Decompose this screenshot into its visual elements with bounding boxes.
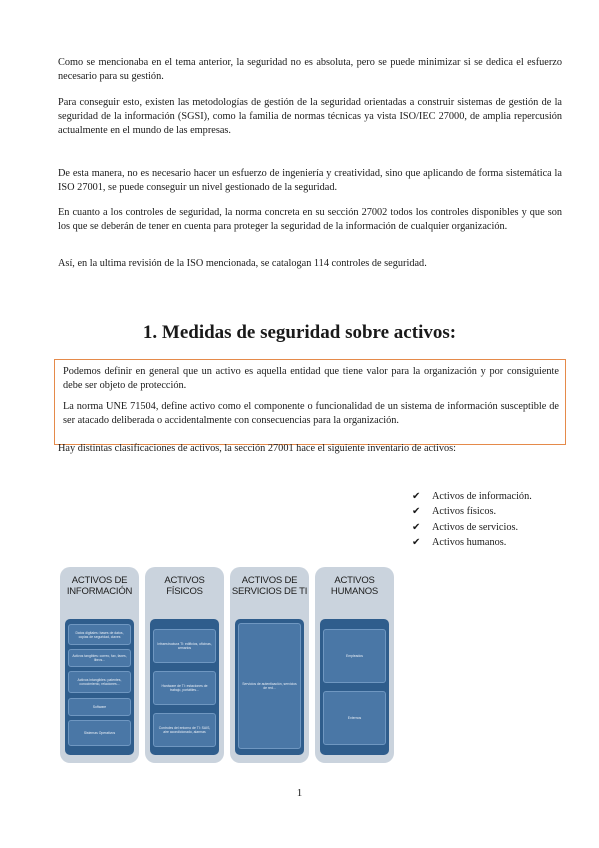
checklist-item bbox=[412, 504, 532, 519]
checklist-item bbox=[412, 489, 532, 504]
asset-item: Activos intangibles: patentes, conocimiento, relaciones... bbox=[68, 671, 131, 693]
asset-diagram bbox=[60, 567, 394, 763]
asset-item: Software bbox=[68, 698, 131, 716]
paragraph-inventory-intro: Hay distintas clasificaciones de activos, la sección 27001 hace el siguiente inventario de activos: bbox=[58, 443, 457, 454]
column-activos-servicios bbox=[230, 567, 309, 763]
definition-box bbox=[54, 359, 566, 445]
asset-item: Empleados bbox=[323, 629, 386, 683]
asset-item: Infraestructura TI: edificios, oficinas, armarios bbox=[153, 629, 216, 663]
checklist-item bbox=[412, 520, 532, 535]
paragraph-114-controls: Así, en la ultima revisión de la ISO mencionada, se catalogan 114 controles de seguridad. bbox=[58, 258, 427, 269]
asset-item: Servicios de autenticación, servicios de red... bbox=[238, 623, 301, 749]
checklist-label: Activos humanos. bbox=[432, 536, 507, 548]
asset-item: Sistemas Operativos bbox=[68, 720, 131, 746]
paragraph-methodologies: Para conseguir esto, existen las metodologías de gestión de la seguridad orientadas a construir sistemas de gestión de la seguridad de la información (SGSI), como la familia de normas técnicas ya vista ISO/IEC 27000, de amplia repercusión actualmente en el mundo de las empresas. bbox=[58, 97, 562, 136]
asset-item: Activos tangibles: correo, fax, faxes, libros... bbox=[68, 649, 131, 667]
paragraph-iso27001: De esta manera, no es necesario hacer un esfuerzo de ingeniería y creatividad, sino que aplicando de forma sistemática la ISO 27001, se puede conseguir un nivel gestionado de la seguridad. bbox=[58, 168, 562, 193]
checkmark-icon: ✔ bbox=[412, 536, 421, 548]
definition-une-71504: La norma UNE 71504, define activo como el componente o funcionalidad de un sistema de información susceptible de ser atacado deliberada o accidentalmente con consecuencias para la organización. bbox=[63, 401, 559, 426]
column-panel bbox=[320, 619, 389, 755]
column-title: ACTIVOS FÍSICOS bbox=[164, 575, 205, 597]
paragraph-intro: Como se mencionaba en el tema anterior, la seguridad no es absoluta, pero se puede minimizar si se dedica el esfuerzo necesario para su gestión. bbox=[58, 57, 562, 82]
checklist-label: Activos de servicios. bbox=[432, 521, 519, 533]
column-panel bbox=[235, 619, 304, 755]
column-title: ACTIVOS DE SERVICIOS DE TI bbox=[231, 575, 308, 597]
column-activos-humanos bbox=[315, 567, 394, 763]
column-activos-informacion bbox=[60, 567, 139, 763]
column-title: ACTIVOS HUMANOS bbox=[330, 575, 379, 597]
checkmark-icon: ✔ bbox=[412, 521, 421, 533]
page-number: 1 bbox=[296, 787, 303, 799]
asset-item: Externos bbox=[323, 691, 386, 745]
checklist-item bbox=[412, 535, 532, 550]
section-heading: 1. Medidas de seguridad sobre activos: bbox=[142, 322, 457, 343]
column-activos-fisicos bbox=[145, 567, 224, 763]
checklist-label: Activos de información. bbox=[432, 491, 532, 502]
checklist-label: Activos físicos. bbox=[432, 506, 497, 518]
asset-item: Datos digitales: bases de datos, copias de seguridad, claves bbox=[68, 624, 131, 645]
definition-general: Podemos definir en general que un activo es aquella entidad que tiene valor para la organización y por consiguiente debe ser objeto de protección. bbox=[63, 366, 559, 391]
checkmark-icon: ✔ bbox=[412, 491, 421, 502]
asset-checklist bbox=[412, 489, 532, 550]
checkmark-icon: ✔ bbox=[412, 506, 421, 518]
paragraph-controls: En cuanto a los controles de seguridad, la norma concreta en su sección 27002 todos los controles disponibles y que son los que se deberán de tener en cuenta para proteger la seguridad de la información de cualquier organización. bbox=[58, 207, 562, 232]
asset-item: Hardware de TI: estaciones de trabajo, portátiles... bbox=[153, 671, 216, 705]
column-panel bbox=[150, 619, 219, 755]
asset-item: Controles del entorno de TI: SAIS, aire acondicionado, alarmas bbox=[153, 713, 216, 747]
column-panel bbox=[65, 619, 134, 755]
column-title: ACTIVOS DE INFORMACIÓN bbox=[66, 575, 133, 597]
